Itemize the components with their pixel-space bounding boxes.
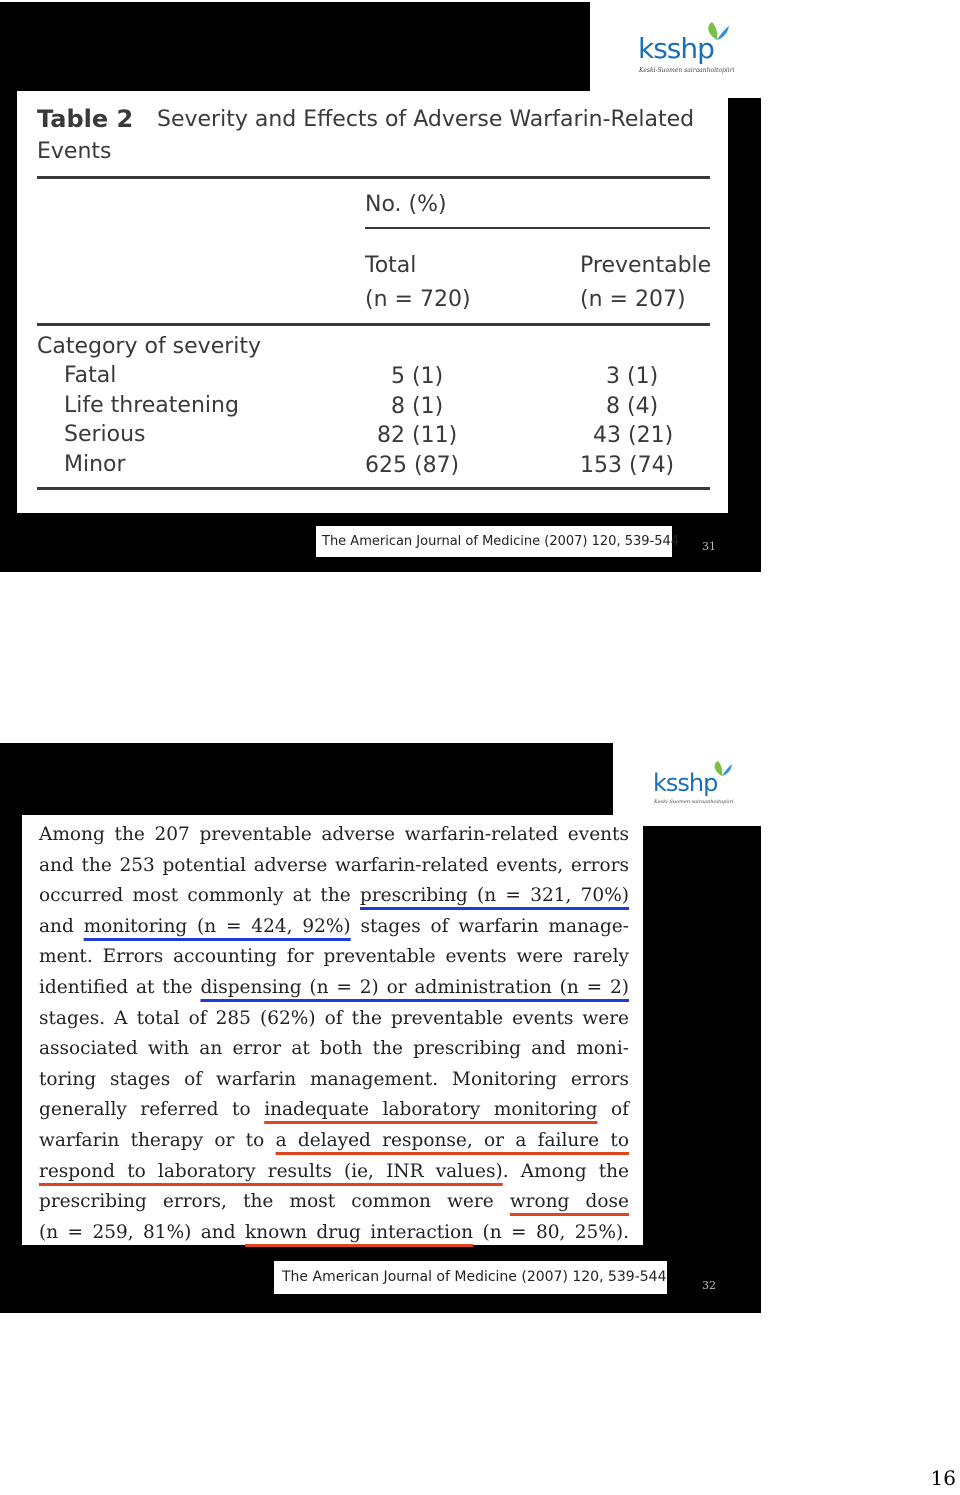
row-total: 82 (11) [377, 423, 458, 448]
paragraph-line [39, 1065, 629, 1096]
citation-text: The American Journal of Medicine (2007) 120, 539-544 [282, 1269, 667, 1285]
text-run: Among the 207 preventable adverse warfarin-related events [39, 824, 629, 845]
header-rule [37, 323, 710, 326]
slide-number: 32 [702, 1279, 716, 1292]
row-preventable: 153 (74) [580, 453, 675, 478]
page-number: 16 [930, 1466, 956, 1490]
col-header-total: Total [365, 253, 417, 278]
paragraph-line [39, 912, 629, 943]
text-run: stages. A total of 285 (62%) of the preventable events were [39, 1007, 629, 1029]
paragraph-line [39, 851, 629, 882]
text-run: toring stages of warfarin management. Monitoring errors [39, 1068, 629, 1090]
underlined-wrong-dose: wrong dose [509, 1191, 629, 1213]
underlined-monitoring: monitoring (n = 424, 92%) [83, 915, 351, 937]
row-total: 8 (1) [391, 394, 444, 419]
row-label: Serious [64, 422, 146, 447]
row-preventable: 8 (4) [606, 394, 659, 419]
group-rule [365, 227, 710, 229]
underlined-delayed-response: a delayed response, or a failure to [275, 1129, 629, 1151]
text-run: (n = 259, 81%) and [39, 1221, 245, 1243]
logo-subtitle: Keski-Suomen sairaanhoitopiiri [639, 67, 735, 74]
text-run: occurred most commonly at the [39, 885, 360, 907]
slide-32 [0, 743, 761, 1313]
table-title-cont: Events [37, 139, 112, 164]
row-label: Life threatening [64, 393, 239, 418]
text-run: ment. Errors accounting for preventable events were rarely [39, 946, 629, 968]
paragraph-line [39, 1004, 629, 1035]
logo-subtitle: Keski-Suomen sairaanhoitopiiri [654, 799, 734, 805]
row-total: 5 (1) [391, 364, 444, 389]
bottom-rule [37, 487, 710, 490]
paragraph-line [39, 1034, 629, 1065]
text-run: and [39, 915, 84, 937]
text-run: . Among the [502, 1160, 629, 1182]
text-run: associated with an error at both the prescribing and moni- [39, 1038, 629, 1060]
table-2 [17, 91, 728, 513]
text-run: warfarin therapy or to [39, 1129, 276, 1151]
logo-text: ksshp [638, 32, 714, 65]
text-run: stages of warfarin manage- [350, 915, 629, 937]
top-rule [37, 176, 710, 179]
text-run: generally referred to [39, 1099, 265, 1121]
table-title: Severity and Effects of Adverse Warfarin-Related [157, 107, 695, 132]
paragraph-line [39, 820, 629, 851]
paragraph-line [39, 973, 629, 1004]
row-total: 625 (87) [365, 453, 460, 478]
paragraph-line [39, 942, 629, 973]
text-panel [22, 815, 643, 1245]
col-header-preventable: Preventable [580, 253, 712, 278]
underlined-lab-results: respond to laboratory results (ie, INR values) [39, 1160, 503, 1182]
slide-31 [0, 2, 761, 572]
category-label: Category of severity [37, 334, 262, 359]
text-run: and the 253 potential adverse warfarin-related events, errors [39, 854, 629, 876]
row-label: Fatal [64, 363, 117, 388]
col-header-total-n: (n = 720) [365, 287, 471, 312]
text-run: (n = 80, 25%). [473, 1221, 630, 1243]
citation-text: The American Journal of Medicine (2007) 120, 539-544 [322, 534, 680, 549]
text-run: identified at the [39, 976, 201, 998]
logo-box [613, 743, 761, 826]
underlined-drug-interaction: known drug interaction [244, 1221, 474, 1243]
row-label: Minor [64, 452, 126, 477]
paragraph-line [39, 1095, 629, 1126]
row-preventable: 43 (21) [593, 423, 674, 448]
text-run: of [597, 1099, 629, 1121]
underlined-dispensing: dispensing (n = 2) or administration (n = 2) [200, 976, 629, 998]
logo-text: ksshp [653, 769, 718, 797]
group-header: No. (%) [365, 192, 447, 217]
slide-number: 31 [702, 540, 716, 553]
paragraph-line [39, 881, 629, 912]
text-run: prescribing errors, the most common were [39, 1191, 510, 1213]
table-label: Table 2 [37, 105, 134, 133]
citation [274, 1261, 667, 1294]
paragraph-line [39, 1126, 629, 1157]
table-panel [17, 91, 728, 513]
paragraph-line [39, 1187, 629, 1218]
logo-box [590, 2, 761, 98]
row-preventable: 3 (1) [606, 364, 659, 389]
article-paragraph [39, 820, 629, 1248]
paragraph-line [39, 1157, 629, 1188]
underlined-prescribing: prescribing (n = 321, 70%) [359, 885, 629, 907]
col-header-preventable-n: (n = 207) [580, 287, 686, 312]
citation [316, 526, 680, 557]
underlined-inadequate-monitoring: inadequate laboratory monitoring [264, 1099, 598, 1121]
paragraph-line [39, 1218, 629, 1249]
